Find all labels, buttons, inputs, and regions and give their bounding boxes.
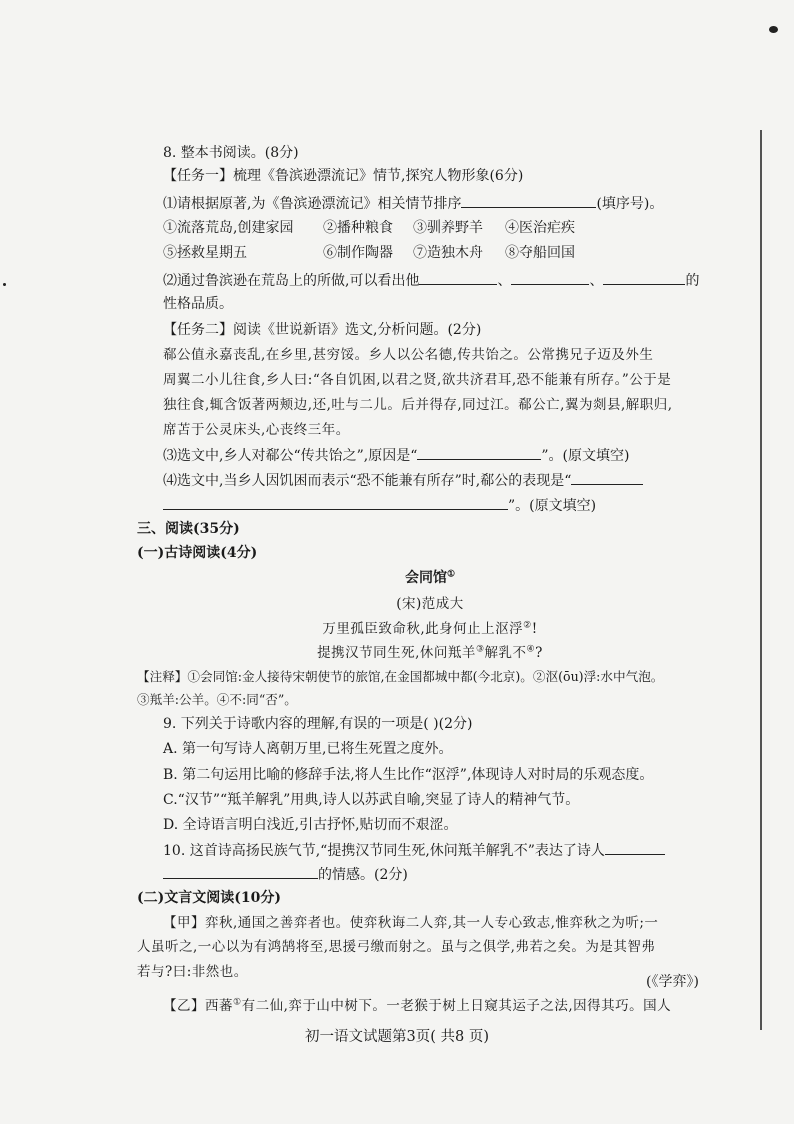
q8-sub2: ⑵通过鲁滨逊在荒岛上的所做,可以看出他 、 、 的 [163, 270, 699, 291]
q8-task2: 【任务二】阅读《世说新语》选文,分析问题。(2分) [163, 322, 482, 338]
q9-stem: 9. 下列关于诗歌内容的理解,有误的一项是( )(2分) [163, 716, 473, 732]
q8-sub4-cont: ”。(原文填空) [163, 495, 596, 516]
answer-blank[interactable] [605, 840, 665, 855]
passage-line: 郗公值永嘉丧乱,在乡里,甚穷馁。乡人以公名德,传共饴之。公常携兄子迈及外生 [163, 347, 654, 363]
passage-line: 【乙】西蕃①有二仙,弈于山中树下。一老猴于树上日窥其运子之法,因得其巧。国人 [163, 997, 672, 1014]
poem-line: 万里孤臣致命秋,此身何止上沤浮②! [322, 620, 538, 637]
part1-title: (一)古诗阅读(4分) [137, 545, 258, 561]
q8-title: 8. 整本书阅读。(8分) [163, 145, 299, 161]
option-item: ⑥制作陶器 [323, 245, 393, 261]
q8-options-row1 [163, 218, 575, 238]
q9-option-b: B. 第二句运用比喻的修辞手法,将人生比作“沤浮”,体现诗人对时局的乐观态度。 [163, 767, 654, 783]
answer-blank[interactable] [603, 270, 685, 285]
poem-title: 会同馆① [404, 569, 456, 586]
answer-blank[interactable] [417, 445, 541, 460]
answer-blank[interactable] [163, 864, 318, 879]
q8-task1: 【任务一】梳理《鲁滨逊漂流记》情节,探究人物形象(6分) [163, 168, 524, 184]
answer-blank[interactable] [511, 270, 589, 285]
scan-speck [769, 26, 778, 33]
q9-option-a: A. 第一句写诗人离朝万里,已将生死置之度外。 [163, 741, 453, 757]
passage-line: 人虽听之,一心以为有鸿鹄将至,思援弓缴而射之。虽与之俱学,弗若之矣。为是其智弗 [137, 939, 656, 955]
option-item: ④医治疟疾 [505, 220, 575, 236]
scan-speck [3, 283, 6, 286]
margin-rule [760, 130, 762, 1030]
q8-sub4: ⑷选文中,当乡人因饥困而表示“恐不能兼有所存”时,郗公的表现是“ [163, 470, 643, 491]
part2-title: (二)文言文阅读(10分) [137, 890, 281, 906]
answer-blank[interactable] [419, 270, 497, 285]
option-item: ③驯养野羊 [413, 220, 483, 236]
poem-author: (宋)范成大 [396, 596, 464, 612]
page-footer: 初一语文试题第3页( 共8 页) [305, 1029, 489, 1045]
option-item: ⑦造独木舟 [413, 245, 483, 261]
option-item: ②播种粮食 [323, 220, 393, 236]
passage-source: (《学弈》) [646, 974, 699, 990]
passage-line: 独往食,辄含饭著两颊边,还,吐与二儿。后并得存,同过江。郗公亡,翼为剡县,解职归, [163, 397, 673, 413]
poem-notes: 【注释】①会同馆:金人接待宋朝使节的旅馆,在金国都城中都(今北京)。②沤(ōu)浮:水中气泡。 [137, 669, 664, 684]
q10-cont: 的情感。(2分) [163, 864, 408, 885]
q8-sub3: ⑶选文中,乡人对郗公“传共饴之”,原因是“ ”。(原文填空) [163, 445, 629, 466]
section3-title: 三、阅读(35分) [137, 521, 240, 537]
passage-line: 周翼二小儿往食,乡人曰:“各自饥困,以君之贤,欲共济君耳,恐不能兼有所存。”公于是 [163, 372, 672, 388]
q9-option-d: D. 全诗语言明白浅近,引古抒怀,贴切而不艰涩。 [163, 817, 458, 833]
q8-sub2-cont: 性格品质。 [163, 296, 233, 312]
option-item: ⑤拯救星期五 [163, 245, 247, 261]
answer-blank[interactable] [461, 193, 596, 208]
passage-line: 席苫于公灵床头,心丧终三年。 [163, 422, 350, 438]
q9-option-c: C.“汉节”“羝羊解乳”用典,诗人以苏武自喻,突显了诗人的精神气节。 [163, 792, 580, 808]
passage-line: 【甲】弈秋,通国之善弈者也。使弈秋诲二人弈,其一人专心致志,惟弈秋之为听;一 [163, 915, 659, 931]
q8-options-row2 [163, 243, 575, 263]
answer-blank[interactable] [571, 470, 643, 485]
q10-stem: 10. 这首诗高扬民族气节,“提携汉节同生死,休问羝羊解乳不”表达了诗人 [163, 840, 665, 861]
passage-line: 若与?曰:非然也。 [137, 964, 248, 980]
option-item: ①流落荒岛,创建家园 [163, 220, 294, 236]
poem-line: 提携汉节同生死,休问羝羊③解乳不④? [317, 644, 543, 661]
poem-notes: ③羝羊:公羊。④不:同“否”。 [137, 692, 297, 707]
q8-sub1: ⑴请根据原著,为《鲁滨逊漂流记》相关情节排序 (填序号)。 [163, 193, 663, 214]
option-item: ⑧夺船回国 [505, 245, 575, 261]
answer-blank[interactable] [163, 495, 508, 510]
